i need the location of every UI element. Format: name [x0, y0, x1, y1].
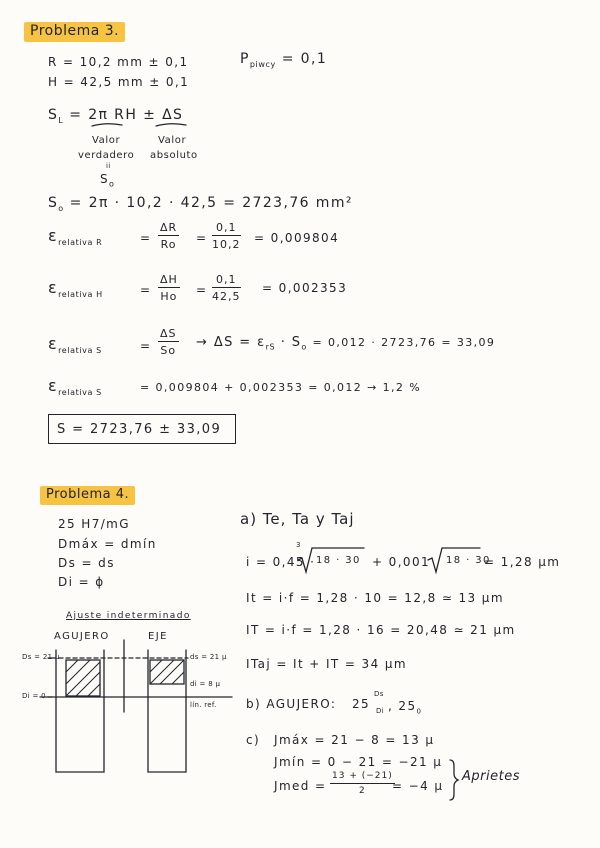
eps-r-result: = 0,009804 [254, 231, 340, 245]
eps-r-f1-num: ΔR [160, 221, 178, 234]
i-formula-lhs: i = 0,45 · [246, 555, 316, 569]
so-calc-subscript: o [58, 203, 64, 213]
ds-left-label: Ds = 21 μ [22, 653, 60, 661]
eps-h-result: = 0,002353 [262, 281, 348, 295]
jmed-den: 2 [359, 786, 366, 796]
eps-r-equals: = [140, 231, 152, 245]
dmax-dmin: Dmáx = dmín [58, 537, 157, 551]
eps-s-sum-subscript: relativa S [58, 388, 102, 398]
so-subscript: o [109, 179, 115, 189]
jmed-num: 13 + (−21) [330, 772, 395, 784]
part-c-label: c) [246, 733, 261, 747]
di-line: Di = ϕ [58, 575, 105, 589]
eps-h-equals-2: = [196, 283, 208, 297]
eps-h-symbol: ε [48, 278, 59, 297]
surface-expression: = 2π RH ± ΔS [69, 107, 184, 123]
surface-subscript: L [58, 115, 64, 125]
part-a-label: a) Te, Ta y Taj [240, 510, 355, 528]
ds-right-label: ds = 21 μ [190, 653, 227, 661]
it-big-line: IT = i·f = 1,28 · 16 = 20,48 ≃ 21 μm [246, 623, 516, 637]
sqrt-radicand: 18 · 30 [446, 555, 491, 566]
eps-r-equals-2: = [196, 231, 208, 245]
final-result: S = 2723,76 ± 33,09 [57, 422, 222, 437]
sqrt-sign [428, 548, 480, 572]
eps-s-deriv-1-sub: rS [265, 342, 276, 352]
problem-4-title: Problema 4. [40, 486, 135, 505]
cube-root-sign [298, 548, 364, 572]
brace-valor-absoluto [156, 124, 186, 126]
jmed-lhs: Jmed = [274, 779, 327, 793]
eps-s-equals: = [140, 339, 152, 353]
precision-value: = 0,1 [281, 51, 328, 67]
problem-3-title: Problema 3. [24, 22, 125, 42]
cube-root-radicand: 18 · 30 [316, 555, 361, 566]
eps-s-sum-symbol: ε [48, 376, 59, 395]
eps-s-num: ΔS [160, 327, 177, 340]
eps-h-f2-den: 42,5 [212, 290, 241, 303]
eje-label: EJE [148, 631, 168, 642]
jmin-line: Jmín = 0 − 21 = −21 μ [274, 755, 443, 769]
eps-s-symbol: ε [48, 334, 59, 353]
ds-line: Ds = ds [58, 556, 115, 570]
diagram-title: Ajuste indeterminado [66, 611, 191, 621]
jmax-line: Jmáx = 21 − 8 = 13 μ [274, 733, 435, 747]
it-small-line: It = i·f = 1,28 · 10 = 12,8 ≃ 13 μm [246, 591, 504, 605]
equivalence-mark: ii [106, 162, 111, 170]
fit-designation: 25 H7/mG [58, 517, 130, 531]
eps-s-den: So [160, 344, 177, 357]
part-b-value: 25 [352, 697, 371, 711]
aprietes-label: Aprietes [462, 769, 520, 784]
surface-symbol: S [48, 107, 59, 123]
di-right-label: di = 8 μ [190, 680, 221, 688]
eps-r-f2-num: 0,1 [212, 222, 241, 236]
eps-s-sum-expression: = 0,009804 + 0,002353 = 0,012 → 1,2 % [140, 381, 422, 394]
valor-label-1: Valor [92, 135, 121, 146]
eps-s-subscript: relativa S [58, 346, 102, 356]
radius-line: R = 10,2 mm ± 0,1 [48, 55, 189, 69]
eps-h-f1-num: ΔH [160, 273, 178, 286]
itaj-line: ITaj = It + IT = 34 μm [246, 657, 407, 671]
valor-label-2: Valor [158, 135, 187, 146]
aprietes-brace [450, 760, 458, 800]
i-formula-result: = 1,28 μm [484, 555, 561, 569]
so-calc-symbol: S [48, 195, 59, 211]
hole-hatching [66, 660, 100, 696]
shaft-hatching [150, 660, 184, 684]
cube-root-index: 3 [296, 541, 301, 549]
verdadero-label: verdadero [78, 150, 135, 161]
eps-s-deriv-2: · S [280, 335, 302, 350]
precision-subscript: piwcy [249, 59, 276, 69]
i-formula-mid: + 0,001 [372, 555, 431, 569]
precision-symbol: P [240, 51, 250, 67]
eps-r-subscript: relativa R [58, 238, 103, 248]
eps-s-deriv-1: → ΔS = ε [196, 335, 266, 350]
eps-h-subscript: relativa H [58, 290, 103, 300]
eps-s-deriv-2-sub: o [301, 342, 307, 352]
lin-ref-label: lín. ref. [190, 701, 217, 709]
so-symbol: S [100, 172, 110, 186]
eps-r-symbol: ε [48, 226, 59, 245]
hole-outline [56, 650, 104, 772]
so-calc-expression: = 2π · 10,2 · 42,5 = 2723,76 mm² [69, 195, 353, 211]
height-line: H = 42,5 mm ± 0,1 [48, 75, 190, 89]
eps-r-f2-den: 10,2 [212, 238, 241, 251]
di-left-label: Di = 0 [22, 692, 46, 700]
eps-s-deriv-3: = 0,012 · 2723,76 = 33,09 [312, 336, 496, 349]
part-b-rest-sub: 0 [416, 707, 422, 716]
eps-h-equals: = [140, 283, 152, 297]
part-b-rest-text: , 25 [388, 699, 417, 713]
part-b-sub: Di [376, 707, 384, 715]
agujero-label: AGUJERO [54, 631, 110, 642]
absoluto-label: absoluto [150, 150, 198, 161]
shaft-tolerance-zone [150, 660, 184, 684]
brace-valor-verdadero [92, 124, 122, 126]
eps-h-f2-num: 0,1 [212, 274, 241, 288]
jmed-result: = −4 μ [392, 779, 444, 793]
eps-h-f1-den: Ho [160, 290, 178, 303]
part-b-sup: Ds [374, 690, 384, 698]
eps-r-f1-den: Ro [160, 238, 177, 251]
part-b-label: b) AGUJERO: [246, 697, 337, 711]
